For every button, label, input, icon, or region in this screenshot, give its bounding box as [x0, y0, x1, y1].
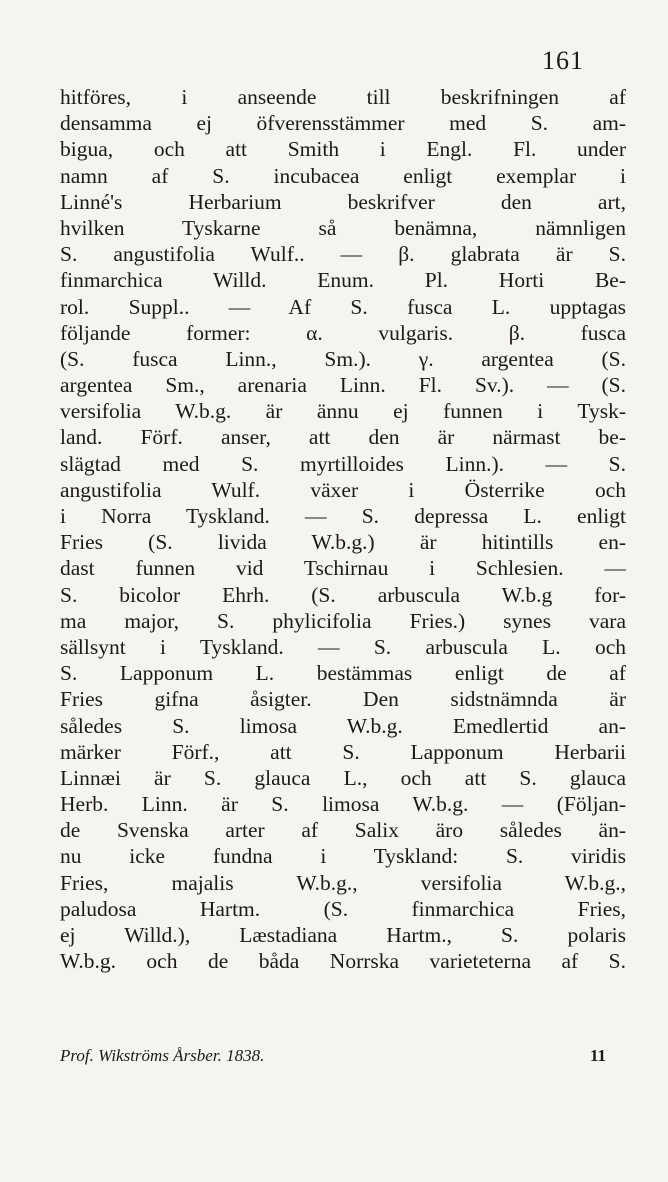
text-line: S. bicolor Ehrh. (S. arbuscula W.b.g for- [60, 582, 626, 607]
text-line: i Norra Tyskland. — S. depressa L. enligt [60, 504, 626, 528]
text-line: nu icke fundna i Tyskland: S. viridis [60, 844, 626, 869]
text-line: S. angustifolia Wulf.. — β. glabrata är S. [60, 242, 626, 267]
page-footer [60, 1046, 626, 1066]
text-line: Fries gifna åsigter. Den sidstnämnda är [60, 687, 626, 712]
text-line: Linné's Herbarium beskrifver den art, [60, 189, 626, 214]
page-number: 161 [542, 46, 584, 75]
text-line: S. Lapponum L. bestämmas enligt de af [60, 661, 626, 686]
text-line: följande former: α. vulgaris. β. fusca [60, 320, 626, 345]
text-line: bigua, och att Smith i Engl. Fl. under [60, 137, 626, 162]
text-line: Fries, majalis W.b.g., versifolia W.b.g., [60, 870, 626, 895]
text-line: W.b.g. och de båda Norrska varieteterna af S. [60, 949, 626, 974]
text-line: argentea Sm., arenaria Linn. Fl. Sv.). — (S. [60, 373, 626, 398]
text-line: hvilken Tyskarne så benämna, nämnligen [60, 215, 626, 240]
text-line: namn af S. incubacea enligt exemplar i [60, 163, 626, 188]
text-line: finmarchica Willd. Enum. Pl. Horti Be- [60, 268, 626, 293]
text-line: (S. fusca Linn., Sm.). γ. argentea (S. [60, 346, 626, 371]
text-line: sällsynt i Tyskland. — S. arbuscula L. och [60, 634, 626, 659]
signature-mark: 11 [589, 1046, 606, 1065]
text-line: versifolia W.b.g. är ännu ej funnen i Tysk- [60, 399, 626, 424]
text-line: Linnæi är S. glauca L., och att S. glauca [60, 765, 626, 790]
text-line: paludosa Hartm. (S. finmarchica Fries, [60, 896, 626, 921]
text-line: ej Willd.), Læstadiana Hartm., S. polaris [60, 923, 626, 947]
text-line: således S. limosa W.b.g. Emedlertid an- [60, 713, 626, 738]
footer-citation: Prof. Wikströms Årsber. 1838. [60, 1046, 265, 1065]
text-line: rol. Suppl.. — Af S. fusca L. upptagas [60, 294, 626, 319]
text-line: densamma ej öfverensstämmer med S. am- [60, 111, 626, 136]
text-line: slägtad med S. myrtilloides Linn.). — S. [60, 451, 626, 476]
text-line: hitföres, i anseende till beskrifningen af [60, 85, 626, 109]
text-line: angustifolia Wulf. växer i Österrike och [60, 477, 626, 502]
text-line: ma major, S. phylicifolia Fries.) synes vara [60, 608, 626, 633]
text-line: märker Förf., att S. Lapponum Herbarii [60, 739, 626, 764]
text-line: dast funnen vid Tschirnau i Schlesien. — [60, 556, 626, 581]
text-line: de Svenska arter af Salix äro således än- [60, 818, 626, 843]
text-line: Fries (S. livida W.b.g.) är hitintills en- [60, 530, 626, 555]
body-text [60, 84, 626, 974]
text-line: Herb. Linn. är S. limosa W.b.g. — (Följan- [60, 792, 626, 817]
text-line: land. Förf. anser, att den är närmast be- [60, 425, 626, 450]
